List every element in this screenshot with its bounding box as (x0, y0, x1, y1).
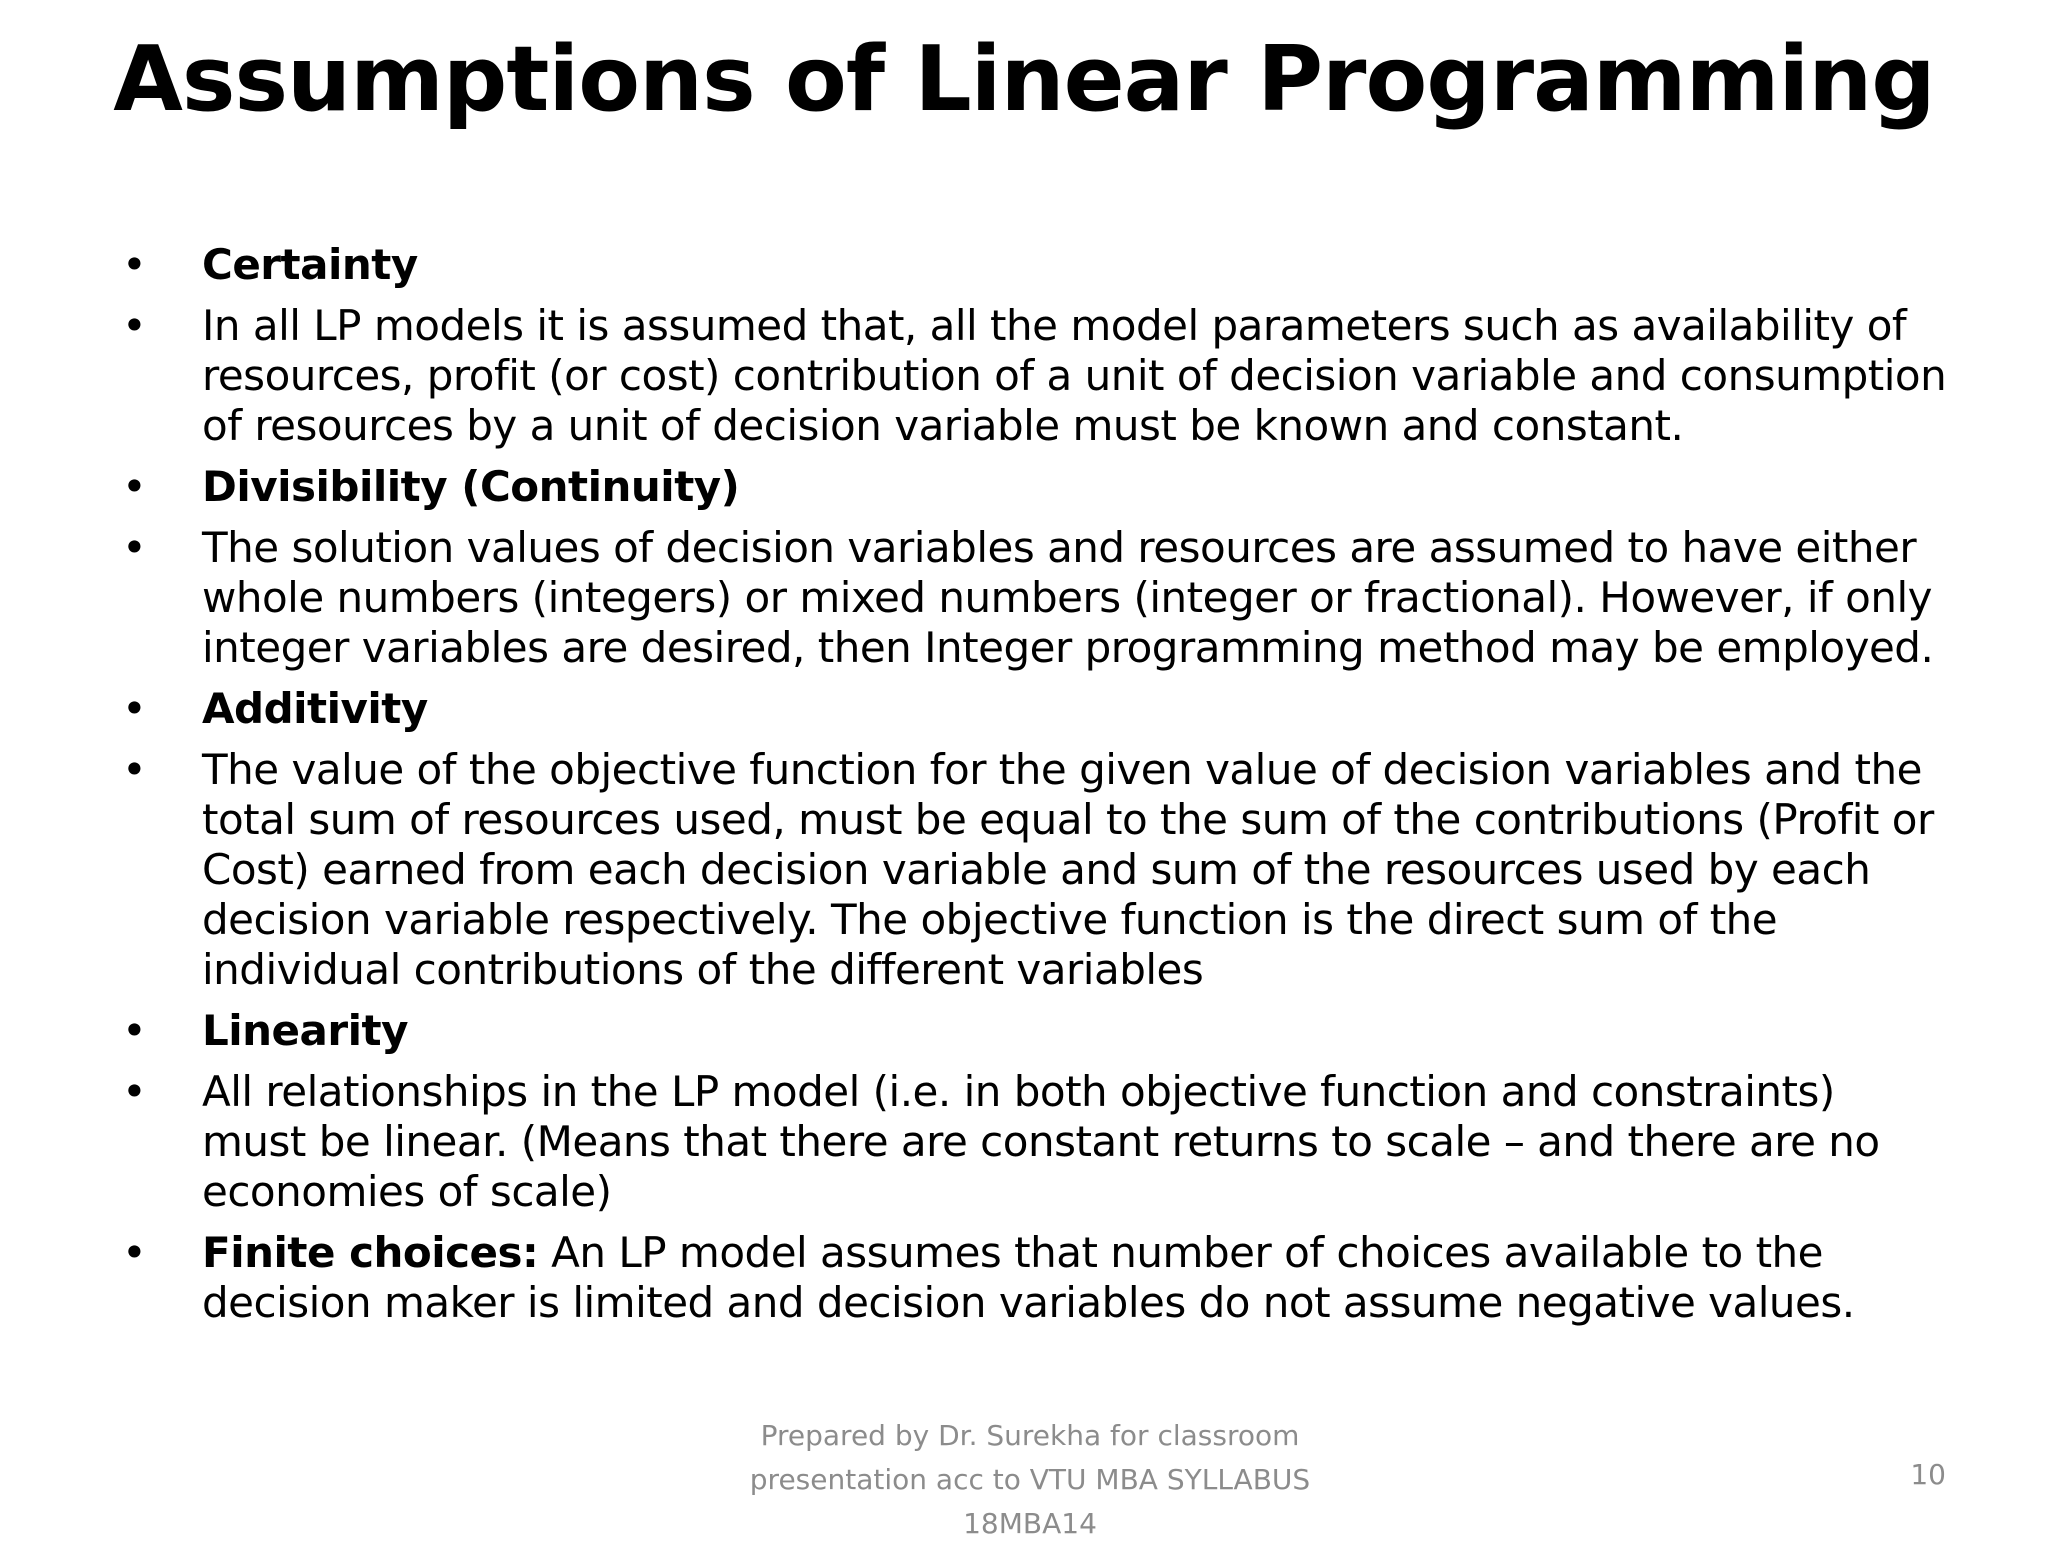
bullet-icon: • (122, 523, 147, 572)
bullet-item (118, 462, 1948, 512)
bullet-icon: • (122, 684, 147, 733)
bullet-text-linearity: All relationships in the LP model (i.e. in both objective function and constraints) must be linear. (Means that there are constant returns to scale – and there are no economies of scale) (202, 1067, 1880, 1216)
bullet-item (118, 1228, 1948, 1328)
bullet-text-divisibility: The solution values of decision variables and resources are assumed to have either whole numbers (integers) or mixed numbers (integer or fractional). However, if only integer variables are desired, then Integer programming method may be employed. (202, 523, 1934, 672)
slide-footer: Prepared by Dr. Surekha for classroom presentation acc to VTU MBA SYLLABUS 18MBA14 (749, 1419, 1311, 1540)
bullet-text-finite-choices: An LP model assumes that number of choices available to the decision maker is limited and decision variables do not assume negative values. (202, 1228, 1855, 1327)
bullet-item (118, 1067, 1948, 1217)
bullet-icon: • (122, 745, 147, 794)
bullet-icon: • (122, 1067, 147, 1116)
slide-title: Assumptions of Linear Programming (113, 27, 1935, 132)
bullet-icon: • (122, 1006, 147, 1055)
slide-number: 10 (1910, 1458, 1946, 1491)
bullet-text-additivity: The value of the objective function for the given value of decision variables and the total sum of resources used, must be equal to the sum of the contributions (Profit or Cost) earned from each decision variable and sum of the resources used by each decision variable respectively. The objective function is the direct sum of the individual contributions of the different variables (202, 745, 1934, 994)
bullet-item (118, 301, 1948, 451)
bullet-item (118, 240, 1948, 290)
bullet-icon: • (122, 240, 147, 289)
bullet-item (118, 684, 1948, 734)
bullet-heading-certainty: Certainty (202, 240, 418, 289)
bullet-list (118, 240, 1948, 1339)
bullet-item (118, 523, 1948, 673)
bullet-text-certainty: In all LP models it is assumed that, all the model parameters such as availability of resources, profit (or cost) contribution of a unit of decision variable and consumption of resources by a unit of decision variable must be known and constant. (202, 301, 1947, 450)
bullet-item (118, 745, 1948, 995)
bullet-heading-linearity: Linearity (202, 1006, 408, 1055)
bullet-icon: • (122, 301, 147, 350)
bullet-heading-divisibility: Divisibility (Continuity) (202, 462, 740, 511)
bullet-item (118, 1006, 1948, 1056)
bullet-heading-additivity: Additivity (202, 684, 428, 733)
bullet-icon: • (122, 462, 147, 511)
bullet-icon: • (122, 1228, 147, 1277)
bullet-heading-finite-choices: Finite choices: (202, 1228, 539, 1277)
